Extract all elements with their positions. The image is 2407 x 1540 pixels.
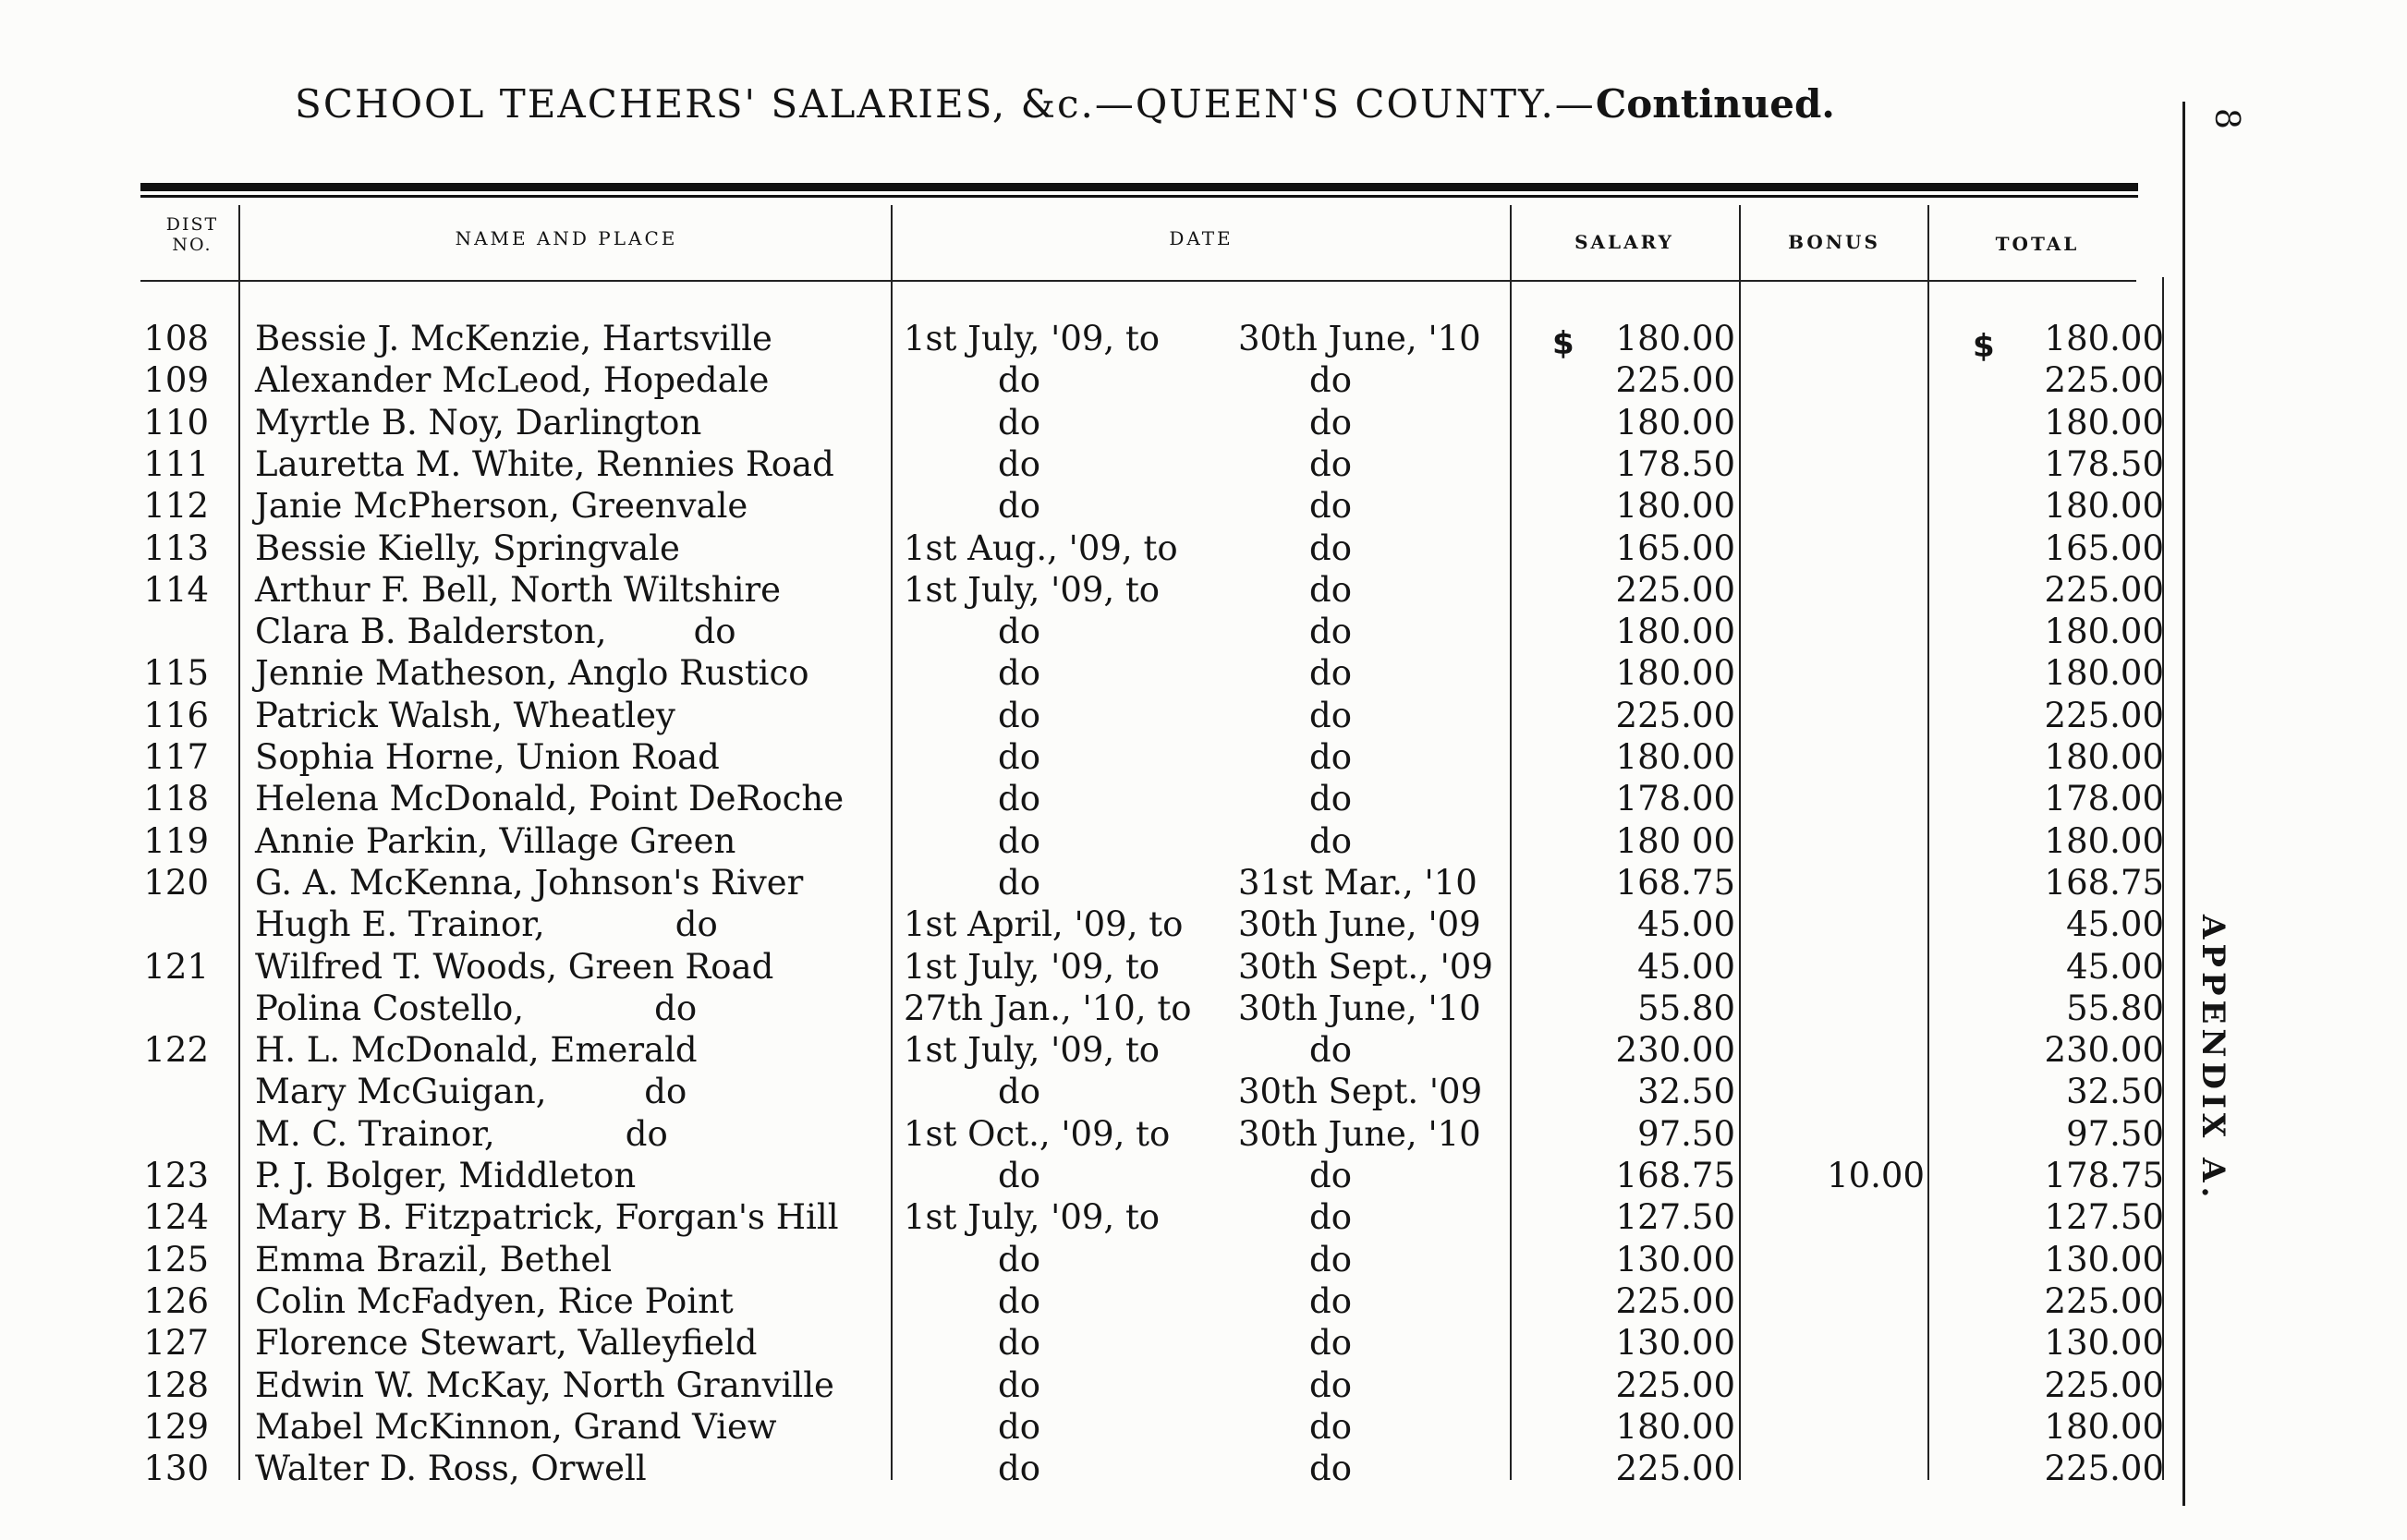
table-row [0,779,2218,820]
salary-cell: 168.75 [1615,862,1735,903]
bonus-cell: 10.00 [1827,1156,1925,1195]
date-from-cell: 1st July, '09, to [904,569,1161,610]
header-salary: SALARY [1574,231,1674,253]
date-to-cell: do [1309,1364,1352,1405]
name-place-cell: Hugh E. Trainor, do [255,904,718,945]
total-cell: 180.00 [2044,402,2164,443]
date-to-cell: do [1309,1197,1352,1238]
name-place-cell: P. J. Bolger, Middleton [255,1156,637,1195]
name-place-cell: Mary B. Fitzpatrick, Forgan's Hill [255,1197,839,1238]
name-place-cell: Bessie Kielly, Springvale [255,527,680,568]
total-cell: 178.50 [2044,443,2164,484]
dist-no-cell: 125 [143,1239,209,1279]
salary-cell: 168.75 [1615,1156,1735,1195]
date-from-cell: do [998,1323,1040,1364]
header-dist-no: DIST NO. [165,214,219,255]
total-cell: 178.00 [2044,779,2164,819]
salary-cell: 225.00 [1615,1364,1735,1405]
top-rule-thin [140,195,2138,198]
table-row [0,904,2218,946]
date-from-cell: 1st July, '09, to [904,319,1161,358]
dist-no-cell: 121 [143,946,209,987]
name-place-cell: Walter D. Ross, Orwell [255,1449,647,1489]
salary-cell: 55.80 [1637,988,1735,1028]
name-place-cell: Emma Brazil, Bethel [255,1239,613,1279]
name-place-cell: G. A. McKenna, Johnson's River [255,862,804,903]
salary-cell: 225.00 [1615,569,1735,610]
total-cell: 127.50 [2044,1197,2164,1238]
date-to-cell: 30th June, '10 [1238,1113,1481,1154]
total-currency-symbol: $ [1973,328,1995,365]
header-name-and-place: NAME AND PLACE [455,227,678,249]
total-cell: 45.00 [2066,904,2164,945]
dist-no-cell: 119 [143,820,209,861]
total-cell: 97.50 [2066,1113,2164,1154]
salary-cell: 97.50 [1637,1113,1735,1154]
total-cell: 225.00 [2044,695,2164,735]
total-cell: 165.00 [2044,527,2164,568]
date-to-cell: do [1309,779,1352,819]
table-row [0,486,2218,527]
dist-no-cell: 124 [143,1197,209,1238]
name-place-cell: Sophia Horne, Union Road [255,737,720,777]
table-row [0,612,2218,653]
date-from-cell: 27th Jan., '10, to [904,988,1192,1028]
name-place-cell: Florence Stewart, Valleyfield [255,1323,758,1364]
name-place-cell: Helena McDonald, Point DeRoche [255,779,845,819]
salary-cell: 127.50 [1615,1197,1735,1238]
name-place-cell: Annie Parkin, Village Green [255,820,736,861]
salary-cell: 225.00 [1615,360,1735,401]
date-to-cell: 30th June, '10 [1238,988,1481,1028]
dist-no-cell: 127 [143,1323,209,1364]
page-title [139,81,1991,127]
table-row [0,737,2218,779]
date-to-cell: do [1309,569,1352,610]
date-from-cell: do [998,1156,1040,1195]
date-to-cell: do [1309,1239,1352,1279]
table-row [0,528,2218,570]
dist-no-cell: 115 [143,653,209,694]
date-from-cell: 1st April, '09, to [904,904,1184,945]
name-place-cell: Janie McPherson, Greenvale [255,486,748,527]
total-cell: 45.00 [2066,946,2164,987]
date-from-cell: do [998,360,1040,401]
salary-cell: 178.00 [1615,779,1735,819]
date-from-cell: do [998,1072,1040,1112]
dist-no-cell: 126 [143,1280,209,1321]
date-to-cell: do [1309,1280,1352,1321]
name-place-cell: Myrtle B. Noy, Darlington [255,402,702,443]
date-to-cell: do [1309,360,1352,401]
total-cell: 180.00 [2044,737,2164,777]
dist-no-cell: 123 [143,1156,209,1195]
total-cell: 180.00 [2044,653,2164,694]
name-place-cell: Clara B. Balderston, do [255,612,736,652]
dist-no-cell: 109 [143,360,209,401]
salary-cell: 180.00 [1615,612,1735,652]
page-number: 8 [2206,108,2245,129]
date-to-cell: do [1309,402,1352,443]
salary-cell: 230.00 [1615,1030,1735,1071]
date-from-cell: do [998,1239,1040,1279]
date-from-cell: do [998,612,1040,652]
salary-cell: 45.00 [1637,904,1735,945]
header-bonus: BONUS [1788,231,1880,253]
dist-no-cell: 117 [143,737,209,777]
date-to-cell: 30th Sept. '09 [1238,1072,1483,1112]
dist-no-cell: 130 [143,1449,209,1489]
dist-no-cell: 108 [143,319,209,358]
salary-cell: 178.50 [1615,443,1735,484]
table-row [0,403,2218,444]
date-to-cell: do [1309,527,1352,568]
date-to-cell: do [1309,1323,1352,1364]
date-to-cell: 30th Sept., '09 [1238,946,1493,987]
date-to-cell: do [1309,1030,1352,1071]
date-to-cell: do [1309,737,1352,777]
table-row [0,1072,2218,1113]
dist-no-cell: 112 [143,486,209,527]
table-row [0,1156,2218,1197]
total-cell: 180.00 [2044,820,2164,861]
date-from-cell: 1st Aug., '09, to [904,527,1178,568]
table-row [0,696,2218,737]
name-place-cell: Edwin W. McKay, North Granville [255,1364,834,1405]
table-row [0,653,2218,695]
table-row [0,1365,2218,1407]
total-cell: 55.80 [2066,988,2164,1028]
date-from-cell: 1st July, '09, to [904,946,1161,987]
date-to-cell: 31st Mar., '10 [1238,862,1477,903]
name-place-cell: H. L. McDonald, Emerald [255,1030,698,1071]
date-from-cell: do [998,737,1040,777]
table-row [0,360,2218,402]
total-cell: 180.00 [2044,612,2164,652]
date-from-cell: do [998,1406,1040,1447]
date-from-cell: do [998,486,1040,527]
table-row [0,1240,2218,1281]
date-from-cell: do [998,695,1040,735]
date-from-cell: do [998,402,1040,443]
table-row [0,863,2218,904]
date-to-cell: do [1309,695,1352,735]
table-row [0,319,2218,360]
total-cell: 180.00 [2044,1406,2164,1447]
salary-currency-symbol: $ [1552,325,1574,362]
total-cell: 130.00 [2044,1239,2164,1279]
total-cell: 230.00 [2044,1030,2164,1071]
date-from-cell: do [998,862,1040,903]
date-to-cell: 30th June, '09 [1238,904,1481,945]
dist-no-cell: 129 [143,1406,209,1447]
date-to-cell: do [1309,443,1352,484]
dist-no-cell: 113 [143,527,209,568]
salary-cell: 225.00 [1615,1280,1735,1321]
date-from-cell: do [998,653,1040,694]
appendix-label: APPENDIX A. [2194,915,2231,1203]
name-place-cell: Lauretta M. White, Rennies Road [255,443,834,484]
salary-cell: 180.00 [1615,486,1735,527]
salary-cell: 180 00 [1615,820,1735,861]
table-row [0,1114,2218,1156]
date-from-cell: do [998,1280,1040,1321]
date-from-cell: do [998,820,1040,861]
table-row [0,1030,2218,1072]
total-cell: 178.75 [2044,1156,2164,1195]
salary-cell: 180.00 [1615,402,1735,443]
title-main: SCHOOL TEACHERS' SALARIES, &c.—QUEEN'S COUNTY.— [295,81,1596,127]
table-row [0,1323,2218,1364]
dist-no-cell: 116 [143,695,209,735]
dist-no-cell: 114 [143,569,209,610]
header-date: DATE [1169,227,1234,249]
name-place-cell: Colin McFadyen, Rice Point [255,1280,734,1321]
table-row [0,1449,2218,1490]
salary-cell: 45.00 [1637,946,1735,987]
total-cell: 180.00 [2044,486,2164,527]
dist-no-cell: 118 [143,779,209,819]
table-row [0,1197,2218,1239]
dist-no-cell: 110 [143,402,209,443]
date-to-cell: do [1309,486,1352,527]
salary-cell: 165.00 [1615,527,1735,568]
name-place-cell: Mabel McKinnon, Grand View [255,1406,777,1447]
table-row [0,444,2218,486]
total-cell: 168.75 [2044,862,2164,903]
date-from-cell: 1st July, '09, to [904,1030,1161,1071]
name-place-cell: Bessie J. McKenzie, Hartsville [255,319,772,358]
salary-cell: 32.50 [1637,1072,1735,1112]
table-row [0,988,2218,1030]
salary-cell: 225.00 [1615,695,1735,735]
salary-cell: 225.00 [1615,1449,1735,1489]
total-cell: 32.50 [2066,1072,2164,1112]
date-to-cell: do [1309,1449,1352,1489]
date-to-cell: do [1309,612,1352,652]
header-rule [140,280,2136,282]
name-place-cell: Arthur F. Bell, North Wiltshire [255,569,782,610]
date-to-cell: do [1309,1156,1352,1195]
name-place-cell: Patrick Walsh, Wheatley [255,695,675,735]
title-continued: Continued. [1595,81,1835,127]
table-row [0,570,2218,612]
salary-cell: 180.00 [1615,1406,1735,1447]
name-place-cell: M. C. Trainor, do [255,1113,668,1154]
name-place-cell: Jennie Matheson, Anglo Rustico [255,653,809,694]
name-place-cell: Alexander McLeod, Hopedale [255,360,770,401]
salary-cell: 180.00 [1615,319,1735,358]
salary-cell: 180.00 [1615,737,1735,777]
total-cell: 225.00 [2044,569,2164,610]
total-cell: 225.00 [2044,360,2164,401]
table-row [0,1407,2218,1449]
dist-no-cell: 111 [143,443,209,484]
header-total: TOTAL [1995,233,2080,255]
date-from-cell: 1st Oct., '09, to [904,1113,1171,1154]
dist-no-cell: 122 [143,1030,209,1071]
table-row [0,947,2218,988]
date-to-cell: do [1309,1406,1352,1447]
dist-no-cell: 128 [143,1364,209,1405]
date-from-cell: do [998,443,1040,484]
date-from-cell: do [998,1364,1040,1405]
total-cell: 225.00 [2044,1364,2164,1405]
table-row [0,821,2218,863]
date-from-cell: do [998,779,1040,819]
name-place-cell: Mary McGuigan, do [255,1072,687,1112]
date-to-cell: do [1309,820,1352,861]
total-cell: 225.00 [2044,1280,2164,1321]
total-cell: 225.00 [2044,1449,2164,1489]
date-from-cell: 1st July, '09, to [904,1197,1161,1238]
name-place-cell: Polina Costello, do [255,988,698,1028]
name-place-cell: Wilfred T. Woods, Green Road [255,946,774,987]
top-rule-thick [140,183,2138,191]
date-to-cell: 30th June, '10 [1238,319,1481,358]
date-to-cell: do [1309,653,1352,694]
total-cell: 180.00 [2044,319,2164,358]
salary-cell: 130.00 [1615,1239,1735,1279]
salary-cell: 130.00 [1615,1323,1735,1364]
table-row [0,1281,2218,1323]
dist-no-cell: 120 [143,862,209,903]
date-from-cell: do [998,1449,1040,1489]
total-cell: 130.00 [2044,1323,2164,1364]
salary-cell: 180.00 [1615,653,1735,694]
